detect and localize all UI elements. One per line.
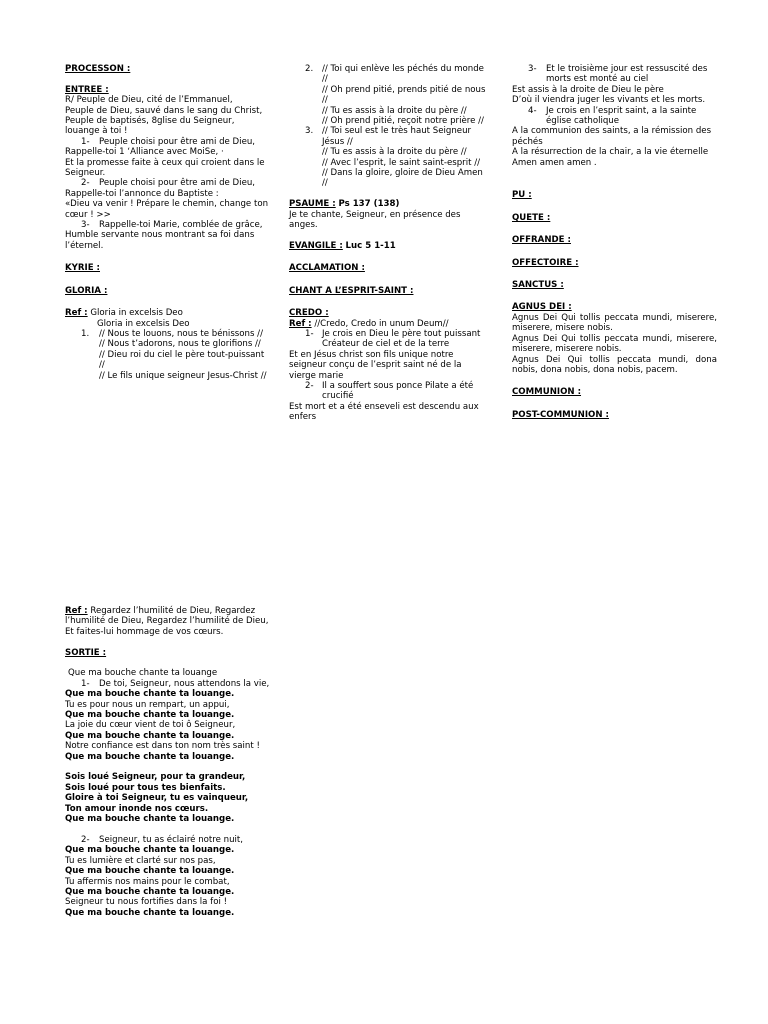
chorus-line: Sois loué Seigneur, pour ta grandeur, bbox=[65, 772, 246, 783]
verse-line: // Nous t’adorons, nous te glorifions // bbox=[99, 339, 261, 350]
chorus-line: Sois loué pour tous tes bienfaits. bbox=[65, 782, 226, 793]
heading-pu: PU : bbox=[512, 190, 532, 201]
heading-sanctus: SANCTUS : bbox=[512, 280, 564, 291]
verse-2 bbox=[65, 178, 270, 188]
verse-text: Seigneur, tu as éclairé notre nuit, bbox=[99, 834, 244, 845]
refrain-line: Que ma bouche chante ta louange. bbox=[65, 730, 235, 741]
verse-line: // Nous te louons, nous te bénissons // bbox=[99, 328, 263, 339]
verse-line: Tu es lumière et clarté sur nos pas, bbox=[65, 855, 216, 866]
verse-line: Créateur de ciel et de la terre bbox=[322, 339, 450, 350]
verse-text: Et le troisième jour est ressuscité des morts est monté au ciel bbox=[546, 64, 708, 85]
refrain-line: Que ma bouche chante ta louange. bbox=[65, 907, 235, 918]
column-1-bottom bbox=[65, 606, 270, 918]
verse-line: // Oh prend pitié, prends pitié de nous // bbox=[322, 84, 486, 106]
refrain-intro: Que ma bouche chante ta louange bbox=[68, 668, 218, 679]
psaume-heading bbox=[289, 199, 491, 209]
ref-text: Gloria in excelsis Deo bbox=[90, 308, 183, 319]
heading-post-communion: POST-COMMUNION : bbox=[512, 409, 609, 420]
heading-chant-esprit: CHANT A L’ESPRIT-SAINT : bbox=[289, 285, 414, 296]
heading-processon: PROCESSON : bbox=[65, 64, 131, 74]
verse-line: A la résurrection de la chair, a la vie éternelle bbox=[512, 147, 709, 158]
psaume-text: Je te chante, Seigneur, en présence des anges. bbox=[289, 209, 461, 231]
credo-refrain bbox=[289, 319, 491, 329]
verse-text: Peuple choisi pour être ami de Dieu, bbox=[99, 136, 256, 147]
chorus-line: Que ma bouche chante ta louange. bbox=[65, 814, 235, 825]
verse-line: Tu es pour nous un rempart, un appui, bbox=[65, 699, 230, 710]
verse-number: 2- bbox=[81, 178, 90, 189]
heading-communion: COMMUNION : bbox=[512, 387, 582, 398]
verse-text: De toi, Seigneur, nous attendons la vie, bbox=[99, 678, 270, 689]
ref-label: Ref : bbox=[289, 318, 312, 329]
verse-line: Et la promesse faite à ceux qui croient dans le Seigneur. bbox=[65, 157, 265, 179]
column-2 bbox=[289, 64, 491, 423]
verse-line: // Dans la gloire, gloire de Dieu Amen // bbox=[322, 168, 483, 189]
verse-line: D’où il viendra juger les vivants et les morts. bbox=[512, 95, 706, 106]
refrain-line: Que ma bouche chante ta louange. bbox=[65, 710, 235, 721]
credo-paragraph: Et en Jésus christ son fils unique notre seigneur conçu de l’esprit saint né de la vierge marie bbox=[289, 349, 462, 381]
verse-text: Peuple choisi pour être ami de Dieu, bbox=[99, 178, 256, 189]
verse-line: Rappelle-toi 1 ‘Alliance avec MoiSe, · bbox=[65, 147, 224, 158]
verse-line: // Le fils unique seigneur Jesus-Christ // bbox=[99, 370, 267, 381]
verse-line: «Dieu va venir ! Prépare le chemin, change ton cœur ! >> bbox=[65, 199, 269, 220]
evangile-heading bbox=[289, 241, 491, 251]
verse-number: 3- bbox=[81, 220, 90, 231]
gloria-verse-1 bbox=[65, 329, 270, 381]
heading-credo: CREDO : bbox=[289, 308, 329, 319]
verse-number: 3. bbox=[305, 126, 314, 137]
verse-number: 2- bbox=[305, 380, 314, 391]
heading-entree: ENTREE : bbox=[65, 84, 109, 95]
ref-text: //Credo, Credo in unum Deum// bbox=[314, 318, 449, 329]
heading-gloria: GLORIA : bbox=[65, 285, 108, 296]
sortie-verse-1 bbox=[65, 679, 270, 689]
verse-line: Est assis à la droite de Dieu le père bbox=[512, 84, 664, 95]
heading-kyrie: KYRIE : bbox=[65, 263, 100, 274]
verse-1 bbox=[65, 137, 270, 147]
verse-number: 1- bbox=[305, 328, 314, 339]
verse-line: A la communion des saints, a la rémission des péchés bbox=[512, 126, 712, 147]
chorus-line: Gloire à toi Seigneur, tu es vainqueur, bbox=[65, 793, 249, 804]
verse-line: // Oh prend pitié, reçoit notre prière // bbox=[322, 116, 484, 127]
heading-evangile: EVANGILE : bbox=[289, 240, 343, 251]
verse-number: 1- bbox=[81, 678, 90, 689]
verse-number: 4- bbox=[528, 105, 537, 116]
verse-number: 1. bbox=[81, 328, 90, 339]
verse-number: 1- bbox=[81, 136, 90, 147]
heading-quete: QUETE : bbox=[512, 212, 551, 223]
verse-number: 2. bbox=[305, 64, 314, 74]
verse-line: // Tu es assis à la droite du père // bbox=[322, 147, 467, 158]
heading-offectoire: OFFECTOIRE : bbox=[512, 257, 579, 268]
column-1 bbox=[65, 64, 270, 381]
verse-number: 3- bbox=[528, 64, 537, 74]
psaume-ref: Ps 137 (138) bbox=[338, 199, 400, 210]
heading-acclamation: ACCLAMATION : bbox=[289, 263, 365, 274]
agnus-line: Agnus Dei Qui tollis peccata mundi, dona nobis, dona nobis, dona nobis, pacem. bbox=[512, 354, 717, 375]
entree-line: Peuple de Dieu, sauvé dans le sang du Christ, bbox=[65, 105, 263, 116]
entree-line: R/ Peuple de Dieu, cité de l’Emmanuel, bbox=[65, 95, 233, 106]
verse-text: Rappelle-toi Marie, comblée de grâce, bbox=[99, 220, 263, 231]
refrain-line: Que ma bouche chante ta louange. bbox=[65, 845, 235, 856]
credo-verse-2 bbox=[289, 381, 491, 402]
refrain-line: Que ma bouche chante ta louange. bbox=[65, 866, 235, 877]
verse-line: Rappelle-toi l’annonce du Baptiste : bbox=[65, 188, 219, 199]
verse-text: Je crois en l’esprit saint, a la sainte église catholique bbox=[546, 105, 697, 127]
verse-line: Seigneur tu nous fortifies dans la foi ! bbox=[65, 897, 228, 908]
heading-sortie: SORTIE : bbox=[65, 647, 107, 658]
verse-3 bbox=[65, 220, 270, 230]
refrain-line: Que ma bouche chante ta louange. bbox=[65, 689, 235, 700]
gloria-refrain bbox=[65, 308, 270, 318]
gloria-verse-2 bbox=[289, 64, 491, 126]
entree-line: Peuple de baptisés, 8glise du Seigneur, louange à toi ! bbox=[65, 116, 235, 137]
column-3 bbox=[512, 64, 717, 420]
ref-label: Ref : bbox=[65, 606, 88, 616]
credo-verse-1 bbox=[289, 329, 491, 350]
heading-offrande: OFFRANDE : bbox=[512, 235, 571, 246]
credo-verse-3 bbox=[512, 64, 717, 85]
verse-line: // Dieu roi du ciel le père tout-puissant // bbox=[99, 349, 265, 371]
ref-text-2: Gloria in excelsis Deo bbox=[97, 318, 190, 329]
ref-text: Regardez l’humilité de Dieu, Regardez l’humilité de Dieu, Regardez l’humilité de Dieu, Et faites-lui hommage de vos cœurs. bbox=[65, 606, 269, 637]
agnus-line: Agnus Dei Qui tollis peccata mundi, miserere, miserere, miserere nobis. bbox=[512, 333, 717, 355]
verse-text: Il a souffert sous ponce Pilate a été crucifié bbox=[322, 380, 474, 402]
agnus-line: Agnus Dei Qui tollis peccata mundi, miserere, miserere, misere nobis. bbox=[512, 312, 717, 334]
verse-line: Tu affermis nos mains pour le combat, bbox=[65, 876, 230, 887]
verse-line: Notre confiance est dans ton nom très saint ! bbox=[65, 741, 260, 752]
credo-paragraph: Est mort et a été enseveli est descendu aux enfers bbox=[289, 401, 479, 423]
chorus-line: Ton amour inonde nos cœurs. bbox=[65, 803, 209, 814]
verse-text: Je crois en Dieu le père tout puissant bbox=[322, 328, 481, 339]
heading-psaume: PSAUME : bbox=[289, 199, 336, 210]
heading-agnus: AGNUS DEI : bbox=[512, 302, 572, 313]
verse-line: // Toi seul est le très haut Seigneur Jésus // bbox=[322, 126, 472, 147]
verse-line: Amen amen amen . bbox=[512, 157, 597, 168]
verse-line: La joie du cœur vient de toi ô Seigneur, bbox=[65, 720, 236, 731]
gloria-verse-3 bbox=[289, 126, 491, 188]
sortie-verse-2 bbox=[65, 835, 270, 845]
verse-line: // Tu es assis à la droite du père // bbox=[322, 105, 467, 116]
evangile-ref: Luc 5 1-11 bbox=[345, 240, 396, 251]
verse-line: Humble servante nous montrant sa foi dans l’éternel. bbox=[65, 230, 255, 251]
refrain-line: Que ma bouche chante ta louange. bbox=[65, 751, 235, 762]
verse-number: 2- bbox=[81, 834, 90, 845]
verse-line: // Toi qui enlève les péchés du monde // bbox=[322, 64, 484, 85]
ref-label: Ref : bbox=[65, 308, 88, 319]
humilite-refrain bbox=[65, 606, 270, 637]
verse-line: // Avec l’esprit, le saint saint-esprit // bbox=[322, 157, 480, 168]
credo-verse-4 bbox=[512, 106, 717, 127]
refrain-line: Que ma bouche chante ta louange. bbox=[65, 886, 235, 897]
